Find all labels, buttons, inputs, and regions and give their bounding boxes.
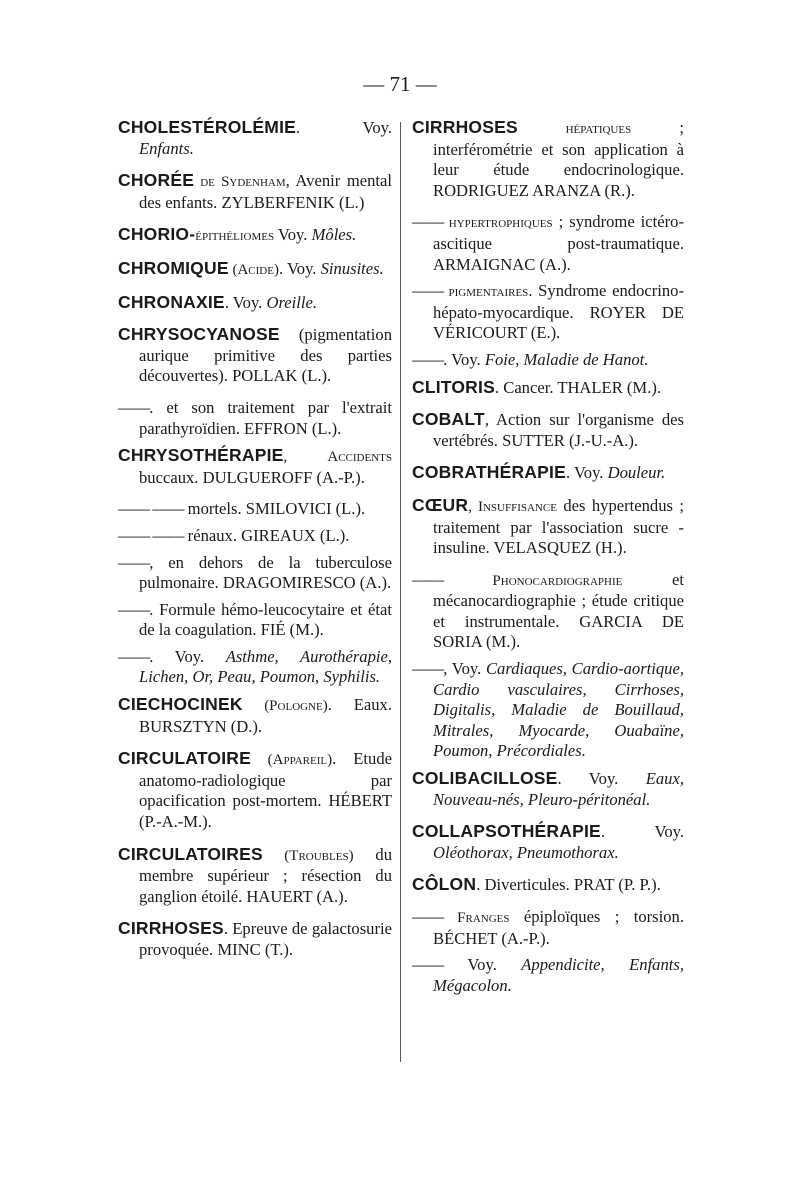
entry-dash: —— <box>118 646 150 666</box>
entry-subheading: (Pologne) <box>242 698 328 715</box>
entry-reference: Douleur. <box>607 463 666 483</box>
index-entry <box>118 292 392 314</box>
entry-text: . Diverticules. PRAT (P. P.). <box>476 875 661 895</box>
index-entry <box>118 398 392 439</box>
entry-text: , en dehors de la tuberculose pulmonaire. DRAGOMIRESCO (A.). <box>139 552 392 593</box>
index-entry <box>412 281 684 344</box>
index-entry <box>412 907 684 949</box>
entry-heading: CÔLON <box>412 874 477 895</box>
entry-dash: —— <box>412 281 444 301</box>
index-entry <box>412 409 684 451</box>
index-entry <box>412 659 684 762</box>
entry-heading: CHRYSOTHÉRAPIE <box>118 445 284 466</box>
entry-reference: Appendicite, Enfants, Mégacolon. <box>433 955 684 995</box>
entry-heading: COBRATHÉRAPIE <box>412 462 566 483</box>
index-entry <box>118 445 392 488</box>
entry-text: . Voy. <box>278 258 321 278</box>
entry-subheading: Phonocardiographie <box>443 572 623 589</box>
entry-heading: CHRYSOCYANOSE <box>118 324 280 345</box>
index-entry <box>412 117 684 201</box>
index-entry <box>412 212 684 275</box>
entry-text: du membre supérieur ; résection du ganglion étoilé. HAUERT (A.). <box>139 844 392 906</box>
entry-text: . Voy. <box>443 349 485 369</box>
entry-text: . Voy. <box>565 463 608 483</box>
entry-heading: CIRRHOSES <box>118 918 224 939</box>
entry-text: , Voy. <box>443 659 486 679</box>
entry-subheading: épithéliomes <box>195 228 275 245</box>
entry-text: et mécanocardiographie ; étude critique et instrumentale. GARCIA DE SORIA (M.). <box>433 569 684 652</box>
entry-heading: COLLAPSOTHÉRAPIE <box>412 821 601 842</box>
index-entry <box>118 748 392 832</box>
right-column <box>412 117 684 1002</box>
entry-text: épiploïques ; torsion. BÉCHET (A.-P.). <box>433 907 684 948</box>
entry-subheading: pigmentaires <box>443 284 529 301</box>
entry-text: . Epreuve de galactosurie provoquée. MINC (T.). <box>139 919 392 959</box>
index-entry <box>412 462 684 484</box>
left-column <box>118 117 392 972</box>
entry-heading: CHRONAXIE <box>118 291 225 312</box>
index-entry <box>118 117 392 159</box>
entry-text: mortels. SMILOVICI (L.). <box>183 499 366 519</box>
index-entry <box>118 526 392 547</box>
entry-heading: CIRCULATOIRES <box>118 843 263 864</box>
index-entry <box>118 600 392 641</box>
entry-heading: CHOLESTÉROLÉMIE <box>118 117 297 137</box>
entry-heading: CHROMIQUE <box>118 257 229 278</box>
entry-subheading: (Acide) <box>228 261 279 278</box>
entry-text: . Voy. <box>600 822 684 842</box>
entry-dash: —— <box>412 212 444 232</box>
entry-dash: —— <box>118 552 150 572</box>
entry-text: buccaux. DULGUEROFF (A.-P.). <box>139 467 365 487</box>
index-entry <box>412 874 684 896</box>
entry-heading: COBALT <box>412 409 485 430</box>
entry-text: rénaux. GIREAUX (L.). <box>183 525 350 545</box>
entry-dash: —— —— <box>118 499 184 519</box>
index-entry <box>412 570 684 653</box>
index-entry <box>118 258 392 281</box>
entry-subheading: (Appareil) <box>251 752 333 769</box>
index-entry <box>118 224 392 247</box>
index-entry <box>118 324 392 387</box>
entry-text: des hypertendus ; traitement par l'association sucre - insuline. VELASQUEZ (H.). <box>433 495 684 558</box>
index-entry <box>412 821 684 863</box>
index-entry <box>118 844 392 908</box>
entry-heading: CLITORIS <box>412 376 495 397</box>
index-entry <box>118 170 392 213</box>
entry-dash: —— <box>412 349 444 369</box>
entry-dash: —— <box>118 397 150 417</box>
entry-text: , Avenir mental des enfants. ZYLBERFENIK (L.) <box>139 171 392 212</box>
entry-subheading: de Sydenham <box>194 174 286 191</box>
index-entry <box>412 768 684 810</box>
entry-subheading: (Troubles) <box>262 847 354 864</box>
entry-reference: Foie, Maladie de Hanot. <box>484 349 649 369</box>
index-entry <box>118 694 392 737</box>
index-entry <box>412 955 684 996</box>
entry-text: . Cancer. THALER (M.). <box>494 377 662 397</box>
entry-heading: CHORIO- <box>118 224 196 245</box>
entry-heading: CŒUR <box>412 494 469 515</box>
index-entry <box>118 499 392 520</box>
entry-subheading: , Accidents <box>283 449 392 466</box>
entry-dash: —— <box>412 907 444 926</box>
entry-text: . Etude anatomo-radiologique par opacification post-mortem. HÉBERT (P.-A.-M.). <box>139 749 392 832</box>
entry-reference: Môles. <box>311 225 357 245</box>
entry-heading: CIECHOCINEK <box>118 694 243 715</box>
entry-heading: CIRRHOSES <box>412 117 518 137</box>
index-entry <box>118 553 392 594</box>
entry-reference: Eaux, Nouveau-nés, Pleuro-péritonéal. <box>433 769 684 809</box>
entry-text: . Voy. <box>296 118 392 137</box>
entry-subheading: hépatiques <box>517 121 632 137</box>
entry-dash: —— <box>412 569 444 589</box>
entry-text: . Voy. <box>557 769 646 789</box>
entry-dash: —— —— <box>118 525 184 545</box>
entry-text: . Voy. <box>224 292 267 312</box>
entry-text: ; interférométrie et son application à leur étude endocrinologique. RODRIGUEZ ARANZA (R.). <box>433 118 684 200</box>
entry-text: . Voy. <box>149 646 226 666</box>
entry-heading: CHORÉE <box>118 170 195 191</box>
entry-reference: Asthme, Aurothérapie, Lichen, Or, Peau, Poumon, Syphilis. <box>139 646 392 687</box>
entry-dash: —— <box>412 955 444 975</box>
page-number: — 71 — <box>363 72 437 96</box>
entry-text: . Syndrome endocrino-hépato-myocardique. ROYER DE VÉRICOURT (E.). <box>433 281 684 343</box>
entry-text: . Formule hémo-leucocytaire et état de la coagulation. FIÉ (M.). <box>139 599 392 640</box>
index-entry <box>118 918 392 960</box>
entry-reference: Cardiaques, Cardio-aortique, Cardio vasculaires, Cirrhoses, Digitalis, Maladie de Bouillaud, Mitrales, Myocarde, Ouabaïne, Poumon, Précordiales. <box>433 659 684 761</box>
entry-subheading: Franges <box>443 910 510 926</box>
entry-subheading: , Insuffisance <box>468 498 557 515</box>
entry-text: Voy. <box>274 225 312 245</box>
entry-text: (pigmentation aurique primitive des parties découvertes). POLLAK (L.). <box>139 325 392 386</box>
entry-reference: Sinusites. <box>320 258 384 278</box>
entry-heading: COLIBACILLOSE <box>412 768 558 789</box>
entry-text: Voy. <box>443 955 522 975</box>
entry-subheading: hypertrophiques <box>443 215 553 232</box>
entry-text: . et son traitement par l'extrait parathyroïdien. EFFRON (L.). <box>139 397 392 438</box>
index-entry <box>412 350 684 371</box>
entry-text: , Action sur l'organisme des vertébrés. SUTTER (J.-U.-A.). <box>433 410 684 450</box>
entry-reference: Enfants. <box>139 138 194 158</box>
index-entry <box>412 495 684 559</box>
entry-dash: —— <box>412 659 444 679</box>
entry-reference: Oreille. <box>266 292 318 312</box>
entry-dash: —— <box>118 599 150 619</box>
entry-heading: CIRCULATOIRE <box>118 748 252 769</box>
entry-text: ; syndrome ictéro-ascitique post-traumatique. ARMAIGNAC (A.). <box>433 212 684 274</box>
column-divider <box>400 122 401 1062</box>
index-entry <box>118 647 392 688</box>
entry-reference: Oléothorax, Pneumothorax. <box>433 842 619 862</box>
index-entry <box>412 377 684 399</box>
entry-text: . Eaux. BURSZTYN (D.). <box>139 695 392 736</box>
